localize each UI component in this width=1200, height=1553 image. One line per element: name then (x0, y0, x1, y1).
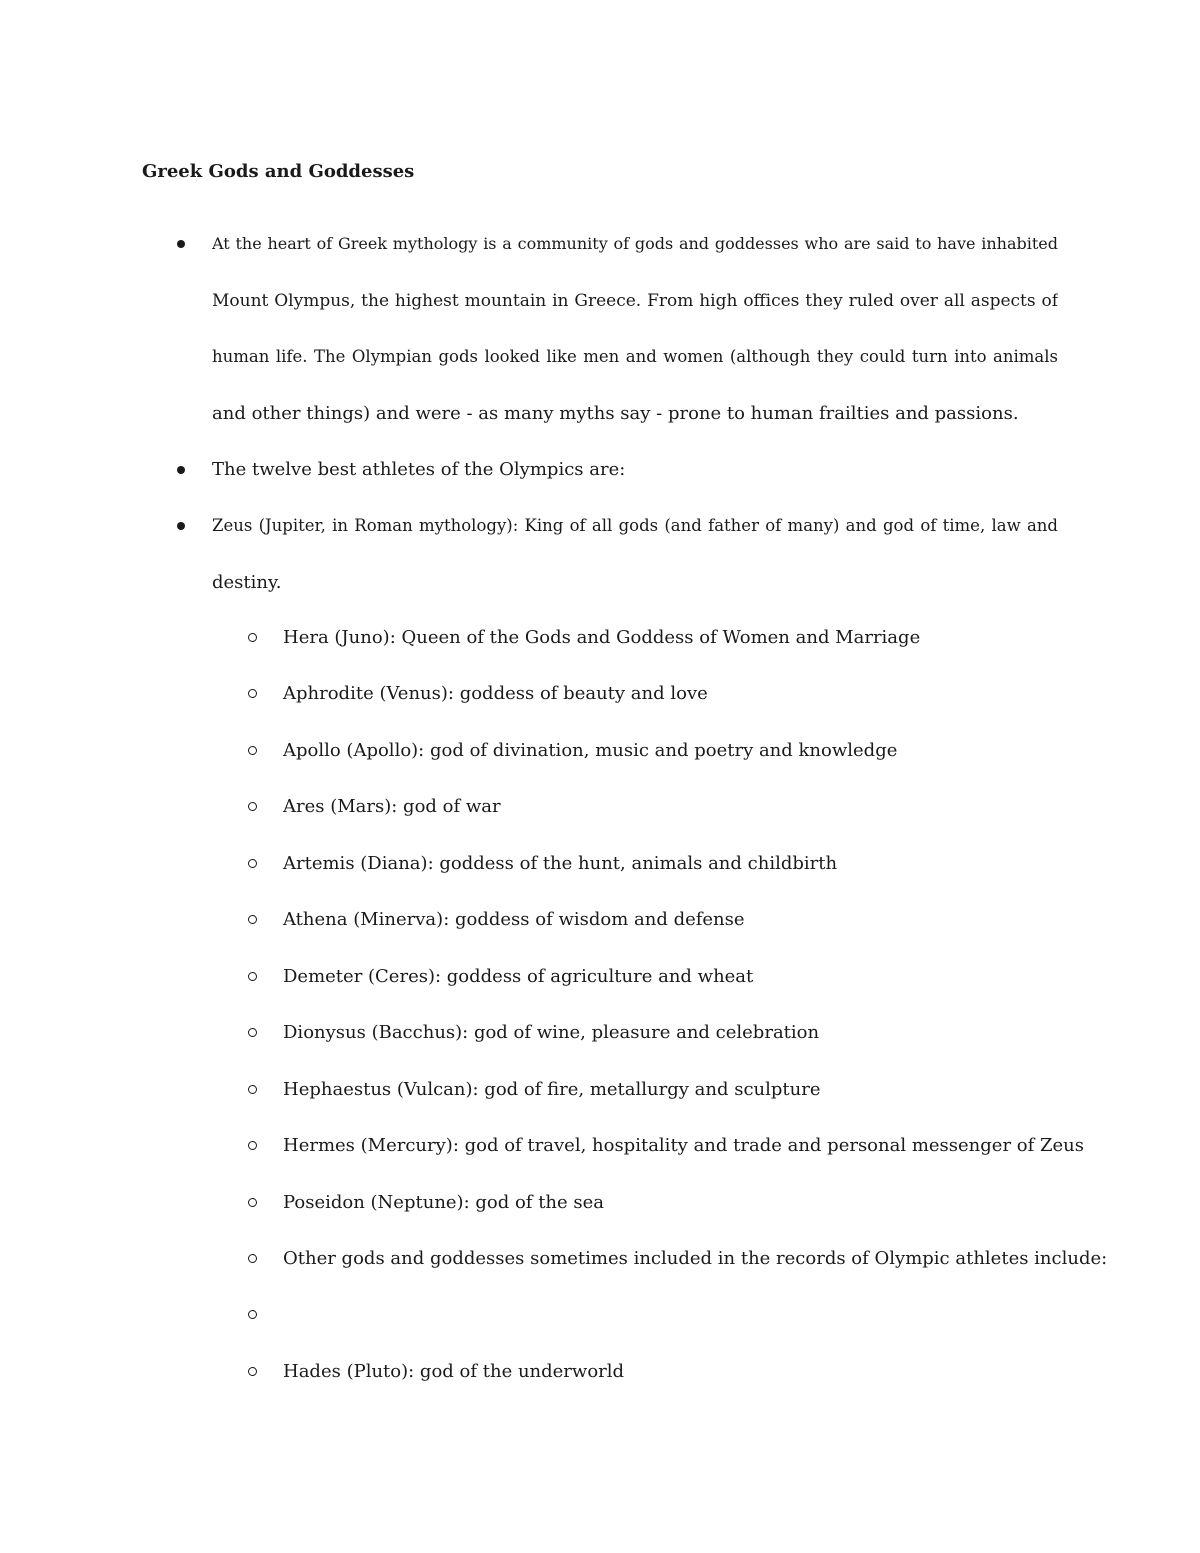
sub-list-item: Hephaestus (Vulcan): god of fire, metallurgy and sculpture (283, 1079, 821, 1100)
paragraph-line: At the heart of Greek mythology is a community of gods and goddesses who are said to have inhabited (212, 234, 1058, 253)
sub-list-item: Hades (Pluto): god of the underworld (283, 1361, 625, 1382)
hollow-bullet-icon (248, 1367, 257, 1376)
bullet-paragraph-2 (212, 442, 1058, 499)
hollow-bullet-icon (248, 1254, 257, 1263)
bullet-paragraph-3 (212, 498, 1058, 611)
hollow-bullet-icon (248, 859, 257, 868)
document-title: Greek Gods and Goddesses (142, 161, 415, 182)
hollow-bullet-icon (248, 633, 257, 642)
hollow-bullet-icon (248, 972, 257, 981)
sub-list-item: Athena (Minerva): goddess of wisdom and defense (283, 909, 745, 930)
sub-list-item: Hermes (Mercury): god of travel, hospitality and trade and personal messenger of Zeus (283, 1135, 1084, 1156)
sub-list-item: Poseidon (Neptune): god of the sea (283, 1192, 605, 1213)
sub-list-item: Demeter (Ceres): goddess of agriculture and wheat (283, 966, 754, 987)
paragraph-line: Mount Olympus, the highest mountain in Greece. From high offices they ruled over all aspects of (212, 290, 1058, 311)
sub-list-item: Artemis (Diana): goddess of the hunt, animals and childbirth (283, 853, 838, 874)
sub-list-item: Ares (Mars): god of war (283, 796, 501, 817)
hollow-bullet-icon (248, 802, 257, 811)
paragraph-line: and other things) and were - as many myths say - prone to human frailties and passions. (212, 402, 1019, 424)
sub-list-item: Other gods and goddesses sometimes included in the records of Olympic athletes include: (283, 1248, 1108, 1269)
hollow-bullet-icon (248, 915, 257, 924)
bullet-icon (177, 240, 185, 248)
sub-list-item: Apollo (Apollo): god of divination, music and poetry and knowledge (283, 740, 898, 761)
paragraph-line: human life. The Olympian gods looked like men and women (although they could turn into animals (212, 347, 1058, 366)
sub-list-item: Aphrodite (Venus): goddess of beauty and love (283, 683, 708, 704)
hollow-bullet-icon (248, 746, 257, 755)
paragraph-line: Zeus (Jupiter, in Roman mythology): King of all gods (and father of many) and god of time, law and (212, 516, 1058, 535)
sub-list-item: Hera (Juno): Queen of the Gods and Goddess of Women and Marriage (283, 627, 921, 648)
hollow-bullet-icon (248, 689, 257, 698)
bullet-icon (177, 466, 185, 474)
hollow-bullet-icon (248, 1198, 257, 1207)
paragraph-line: destiny. (212, 571, 282, 593)
bullet-paragraph-1 (212, 216, 1058, 442)
hollow-bullet-icon (248, 1310, 257, 1319)
hollow-bullet-icon (248, 1085, 257, 1094)
paragraph-line: The twelve best athletes of the Olympics are: (212, 459, 626, 480)
hollow-bullet-icon (248, 1028, 257, 1037)
hollow-bullet-icon (248, 1141, 257, 1150)
bullet-icon (177, 522, 185, 530)
sub-list-item: Dionysus (Bacchus): god of wine, pleasure and celebration (283, 1022, 820, 1043)
